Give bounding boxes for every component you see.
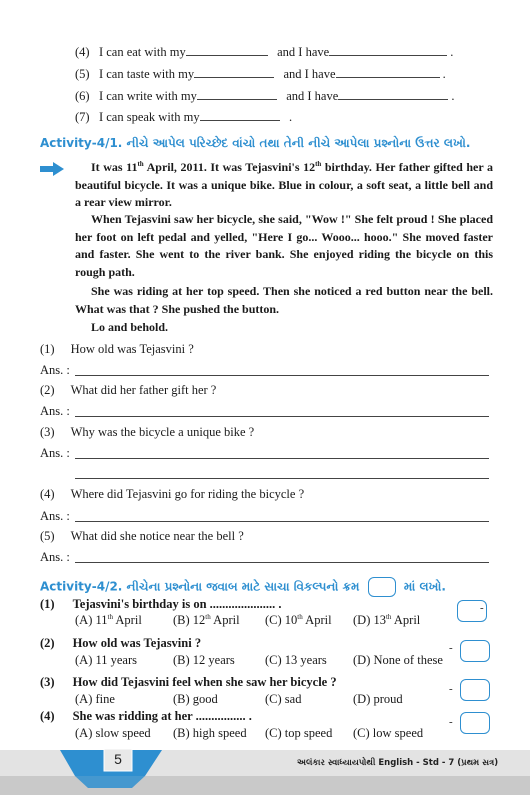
mcq-option: (D) 13th April (353, 613, 421, 628)
question: (4) Where did Tejasvini go for riding the bicycle ? (40, 487, 305, 501)
passage-paragraph: She was riding at her top speed. Then she noticed a red button near the bell. What was that ? She pushed the button. (75, 284, 493, 316)
answer-line[interactable] (75, 521, 489, 522)
mcq-question: (2) How old was Tejasvini ? (40, 636, 202, 650)
passage-paragraph: When Tejasvini saw her bicycle, she said, "Wow !" She felt proud ! She placed her foot on left pedal and yelled, "Here I go... Wooo... hooo." She moved faster and faster. She went to the river bank. She enjoyed riding the bicycle on this rough path. (75, 212, 493, 279)
mcq-option: (C) 13 years (265, 653, 327, 667)
answer-label: Ans. : (40, 363, 70, 377)
passage-paragraph: It was 11th April, 2011. It was Tejasvini's 12th birthday. Her father gifted her a beautiful bicycle. It was a unique bike. Blue in colour, a soft seat, a little bell and a rear view mirror. (75, 160, 493, 209)
mcq-option: (A) 11 years (75, 653, 138, 667)
question: (2) What did her father gift her ? (40, 383, 217, 397)
mcq-option: (D) None of these (353, 653, 443, 667)
answer-line[interactable] (75, 458, 489, 459)
mcq-option: (C) top speed (265, 726, 333, 740)
mcq-option: (C) sad (265, 692, 302, 706)
page-number: 5 (114, 751, 122, 767)
answer-line[interactable] (75, 562, 489, 563)
answer-label: Ans. : (40, 446, 70, 460)
mcq-question: (3) How did Tejasvini feel when she saw her bicycle ? (40, 675, 337, 689)
answer-box-icon (368, 577, 396, 597)
mcq-question: (1) Tejasvini's birthday is on ..................... . (40, 597, 282, 611)
list-item: (7) I can speak with my . (75, 110, 293, 124)
answer-line[interactable] (75, 416, 489, 417)
mcq-option: (B) good (173, 692, 218, 706)
list-item: (6) I can write with my and I have . (75, 89, 455, 103)
mcq-option: (A) fine (75, 692, 115, 706)
dash-mark: - (449, 683, 453, 695)
list-item: (4) I can eat with my and I have . (75, 45, 454, 59)
passage-paragraph: Lo and behold. (91, 320, 169, 334)
mcq-option: (B) 12th April (173, 613, 240, 628)
mcq-option: (B) high speed (173, 726, 247, 740)
mcq-option: (A) 11th April (75, 613, 142, 628)
answer-label: Ans. : (40, 509, 70, 523)
answer-box[interactable] (460, 679, 490, 701)
mcq-question: (4) She was ridding at her ................ . (40, 709, 252, 723)
answer-line[interactable] (75, 375, 489, 376)
answer-label: Ans. : (40, 404, 70, 418)
activity-title: Activity-4/1. નીચે આપેલ પરિચ્છેદ વાંચો તથા તેની નીચે આપેલા પ્રશ્નોના ઉત્તર લખો. (40, 136, 471, 150)
mcq-option: (C) low speed (353, 726, 424, 740)
mcq-option: (D) proud (353, 692, 403, 706)
mcq-option: (C) 10th April (265, 613, 332, 628)
answer-box[interactable] (460, 712, 490, 734)
mcq-option: (B) 12 years (173, 653, 235, 667)
activity-title: Activity-4/2. નીચેના પ્રશ્નોના જવાબ માટે સાચા વિકલ્પનો ક્રમ માં લખો. (40, 577, 446, 597)
page-footer (0, 748, 530, 795)
dash-mark: - (480, 602, 484, 614)
dash-mark: - (449, 642, 453, 654)
answer-line[interactable] (75, 478, 489, 479)
question: (3) Why was the bicycle a unique bike ? (40, 425, 255, 439)
answer-box[interactable] (460, 640, 490, 662)
question: (5) What did she notice near the bell ? (40, 529, 244, 543)
list-item: (5) I can taste with my and I have . (75, 67, 446, 81)
mcq-option: (A) slow speed (75, 726, 151, 740)
dash-mark: - (449, 716, 453, 728)
answer-label: Ans. : (40, 550, 70, 564)
book-title: અલંકાર સ્વાધ્યાયપોથી English - Std - 7 (પ્રથમ સત્ર) (297, 758, 499, 768)
question: (1) How old was Tejasvini ? (40, 342, 194, 356)
arrow-right-icon (40, 162, 64, 181)
